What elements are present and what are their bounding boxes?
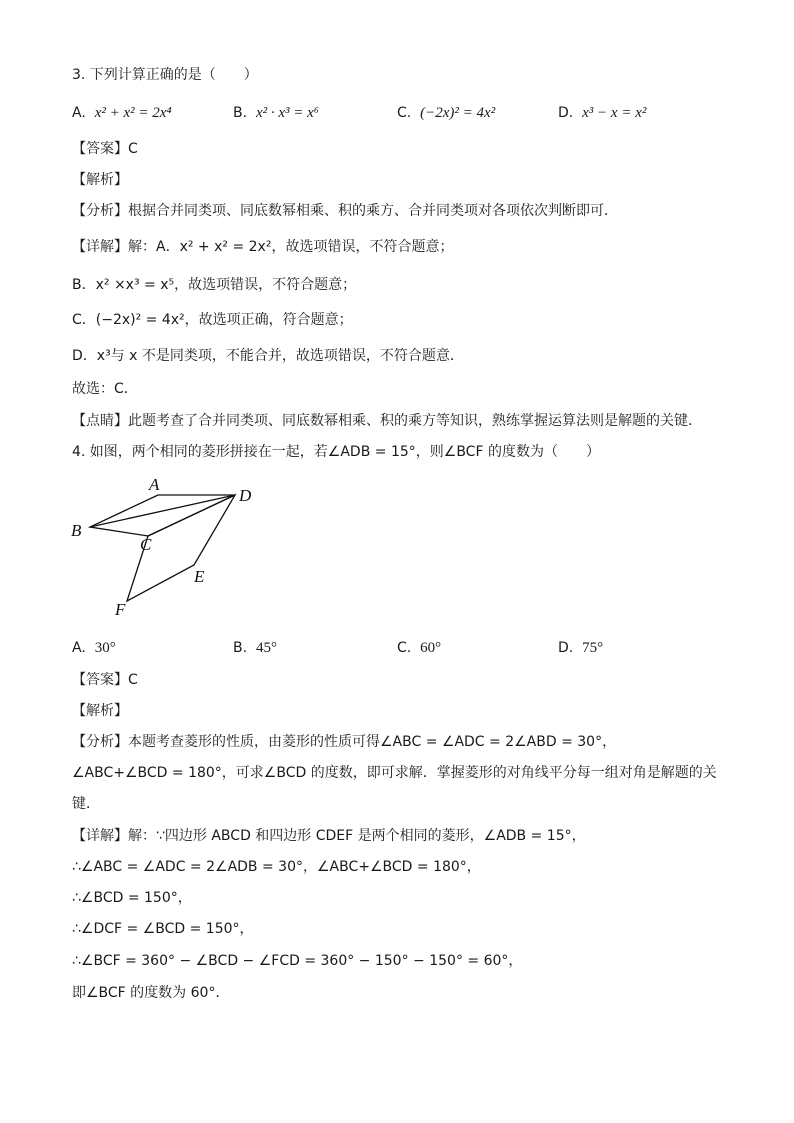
q4-option-a: A. 30° [72, 640, 116, 656]
q3-option-d: D. x³ − x = x² [558, 105, 647, 121]
q3-line-b: B．x² ×x³ = x⁵，故选项错误，不符合题意； [72, 277, 357, 293]
q3-conclusion: 故选：C． [72, 381, 138, 397]
q4-option-c: C. 60° [397, 640, 442, 656]
q3-option-c: C. (−2x)² = 4x² [397, 105, 496, 121]
q4-detail: 【详解】解：∵四边形 ABCD 和四边形 CDEF 是两个相同的菱形，∠ADB = 15°， [72, 828, 586, 844]
label-a: A [149, 475, 160, 494]
q4-stem: 4. 如图，两个相同的菱形拼接在一起，若∠ADB = 15°，则∠BCF 的度数为（ ） [72, 444, 600, 460]
q4-option-b: B. 45° [233, 640, 277, 656]
q4-step-3: ∴∠DCF = ∠BCD = 150°， [72, 921, 254, 937]
q4-analysis-line1: 【分析】本题考查菱形的性质，由菱形的性质可得∠ABC = ∠ADC = 2∠ABD = 30°， [72, 734, 617, 750]
q4-jiexi-heading: 【解析】 [72, 703, 128, 719]
q3-option-d-expr: x³ − x = x² [582, 105, 647, 121]
label-c: C [140, 535, 152, 554]
q3-option-b-expr: x² · x³ = x⁶ [255, 105, 320, 121]
q3-option-b: B. x² · x³ = x⁶ [233, 105, 320, 121]
q3-option-a: A. x² + x² = 2x⁴ [72, 105, 172, 121]
q3-detail: 【详解】解：A．x² + x² = 2x²，故选项错误，不符合题意； [72, 239, 454, 255]
q4-step-2: ∴∠BCD = 150°， [72, 890, 192, 906]
q3-analysis: 【分析】根据合并同类项、同底数幂相乘、积的乘方、合并同类项对各项依次判断即可． [72, 203, 618, 219]
label-e: E [194, 567, 205, 586]
q3-answer: 【答案】C [72, 141, 138, 157]
q4-answer: 【答案】C [72, 672, 138, 688]
rhombus-figure [60, 470, 290, 630]
label-b: B [71, 521, 82, 540]
q4-step-4: ∴∠BCF = 360° − ∠BCD − ∠FCD = 360° − 150° − 150° = 60°， [72, 953, 523, 969]
q3-line-d: D．x³与 x 不是同类项，不能合并，故选项错误，不符合题意． [72, 348, 464, 364]
q3-comment: 【点睛】此题考查了合并同类项、同底数幂相乘、积的乘方等知识，熟练掌握运算法则是解题的关键． [72, 413, 702, 429]
label-f: F [115, 600, 126, 619]
q4-analysis-line2: ∠ABC+∠BCD = 180°，可求∠BCD 的度数，即可求解．掌握菱形的对角线平分每一组对角是解题的关 [72, 765, 717, 781]
q4-step-1: ∴∠ABC = ∠ADC = 2∠ADB = 30°，∠ABC+∠BCD = 180°， [72, 859, 481, 875]
q3-line-c: C．(−2x)² = 4x²，故选项正确，符合题意； [72, 312, 353, 328]
q4-step-5: 即∠BCF 的度数为 60°． [72, 985, 230, 1001]
q3-option-c-expr: (−2x)² = 4x² [420, 105, 496, 121]
q3-stem: 3. 下列计算正确的是（ ） [72, 67, 258, 83]
q3-option-a-expr: x² + x² = 2x⁴ [94, 105, 172, 121]
q4-option-d: D. 75° [558, 640, 604, 656]
q4-analysis-line3: 键． [72, 796, 100, 812]
diagonal-bd [90, 495, 235, 527]
q3-jiexi-heading: 【解析】 [72, 172, 128, 188]
label-d: D [239, 486, 252, 505]
